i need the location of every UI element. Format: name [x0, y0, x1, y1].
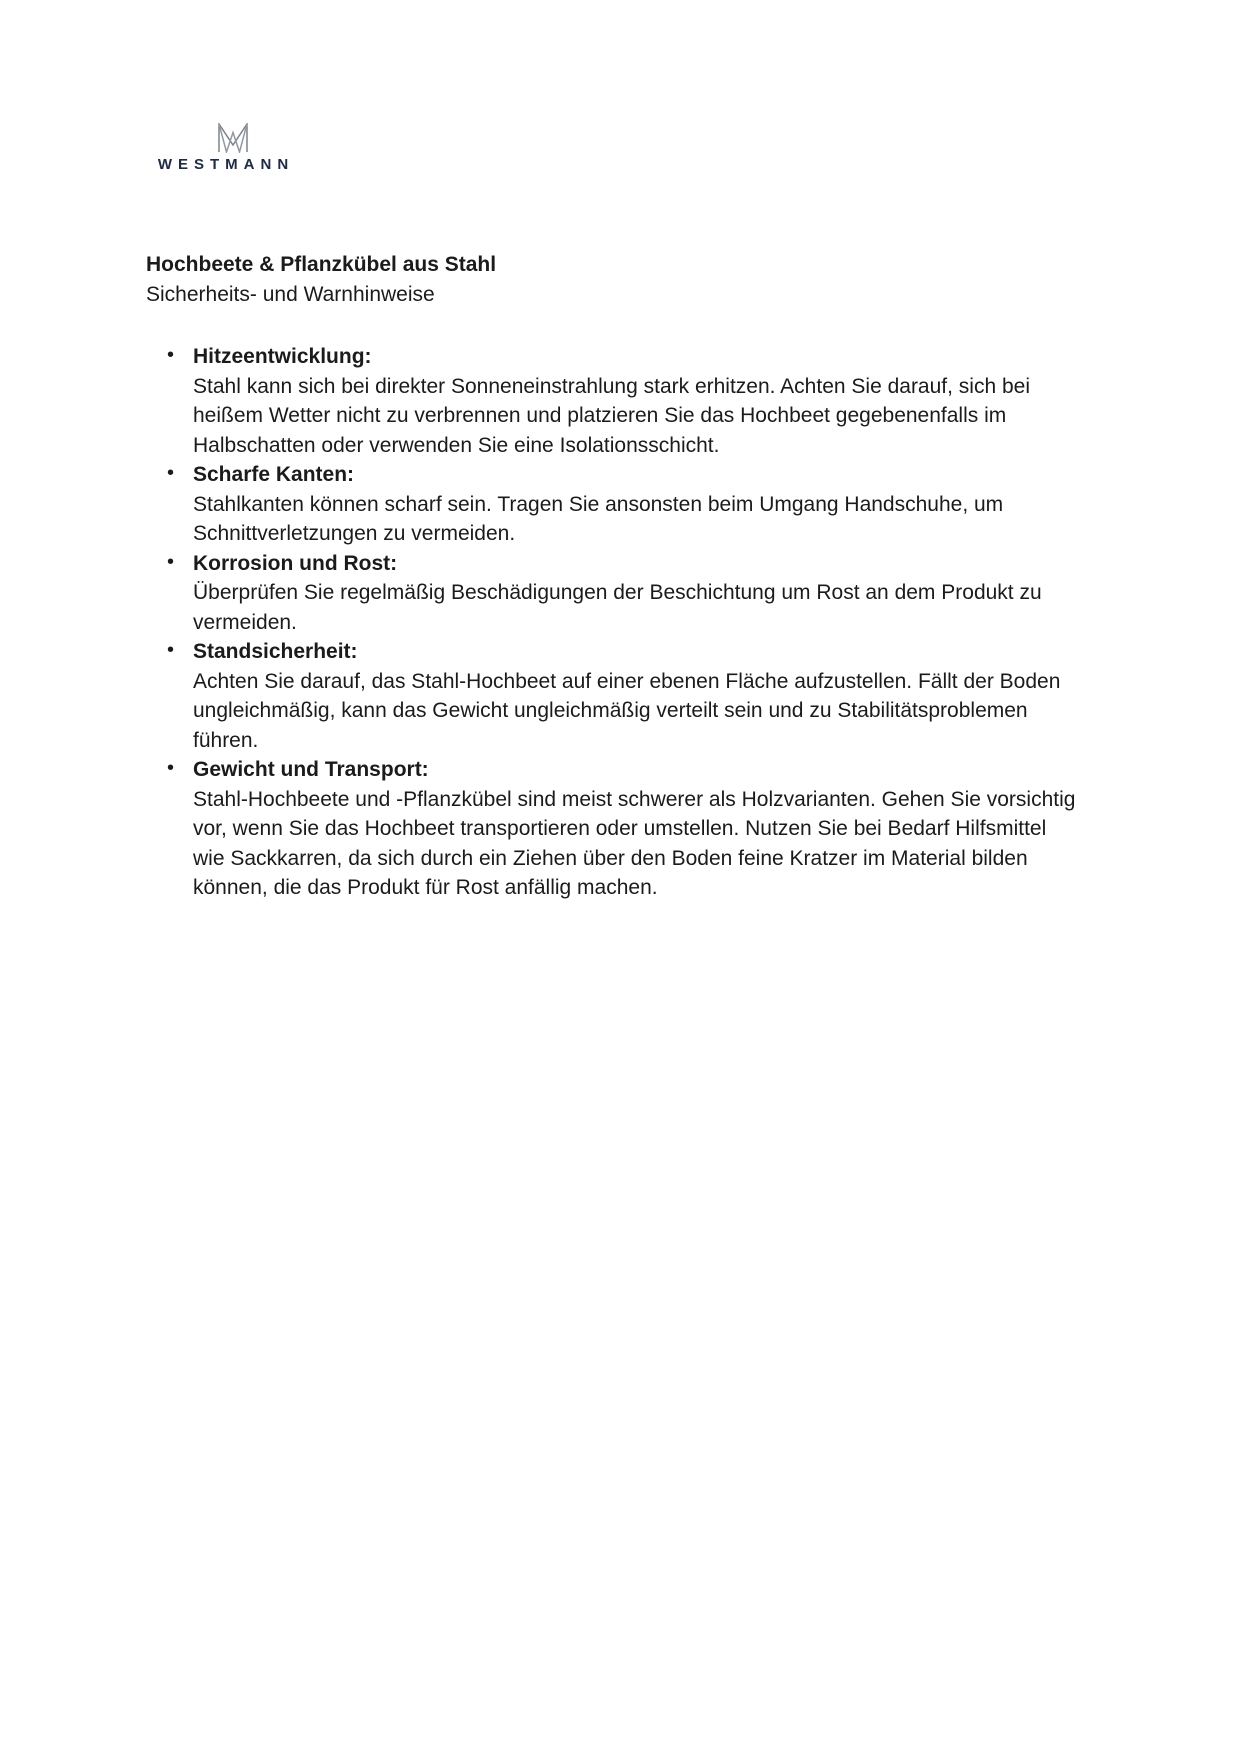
page-title: Hochbeete & Pflanzkübel aus Stahl	[146, 253, 497, 276]
warning-text: Stahl-Hochbeete und -Pflanzkübel sind meist schwerer als Holzvarianten. Gehen Sie vorsichtig vor, wenn Sie das Hochbeet transportieren oder umstellen. Nutzen Sie bei Bedarf Hilfsmittel wie Sackkarren, da sich durch ein Ziehen über den Boden feine Kratzer im Material bilden können, die das Produkt für Rost anfällig machen.	[193, 787, 1076, 899]
warning-label: Scharfe Kanten:	[193, 463, 355, 486]
westmann-logo	[145, 123, 307, 173]
bullet-icon: •	[167, 550, 175, 573]
warning-text: Überprüfen Sie regelmäßig Beschädigungen der Beschichtung um Rost an dem Produkt zu vermeiden.	[193, 581, 1042, 634]
bullet-icon: •	[167, 344, 175, 366]
bullet-icon: •	[167, 639, 175, 661]
wm-monogram-icon	[216, 123, 250, 153]
page-subtitle: Sicherheits- und Warnhinweise	[146, 282, 435, 306]
warning-list-item	[146, 549, 1082, 638]
warning-label: Korrosion und Rost:	[193, 551, 398, 575]
warning-text: Achten Sie darauf, das Stahl-Hochbeet auf einer ebenen Fläche aufzustellen. Fällt der Boden ungleichmäßig, kann das Gewicht ungleichmäßig verteilt sein und zu Stabilitätsproblemen führen.	[193, 669, 1061, 752]
bullet-icon: •	[167, 757, 175, 779]
bullet-icon: •	[167, 462, 175, 484]
warning-text: Stahl kann sich bei direkter Sonneneinstrahlung stark erhitzen. Achten Sie darauf, sich bei heißem Wetter nicht zu verbrennen und platzieren Sie das Hochbeet gegebenenfalls im Halbschatten oder verwenden Sie eine Isolationsschicht.	[193, 374, 1030, 457]
warnings-list	[146, 342, 1082, 903]
brand-name: WESTMANN	[157, 156, 295, 173]
warning-text: Stahlkanten können scharf sein. Tragen Sie ansonsten beim Umgang Handschuhe, um Schnittverletzungen zu vermeiden.	[193, 492, 1004, 545]
warning-label: Gewicht und Transport:	[193, 758, 429, 781]
warning-list-item	[146, 342, 1082, 460]
warning-list-item	[146, 755, 1082, 903]
document-content	[146, 250, 1082, 903]
warning-label: Hitzeentwicklung:	[193, 345, 372, 368]
warning-list-item	[146, 637, 1082, 755]
warning-label: Standsicherheit:	[193, 640, 358, 663]
warning-list-item	[146, 460, 1082, 549]
